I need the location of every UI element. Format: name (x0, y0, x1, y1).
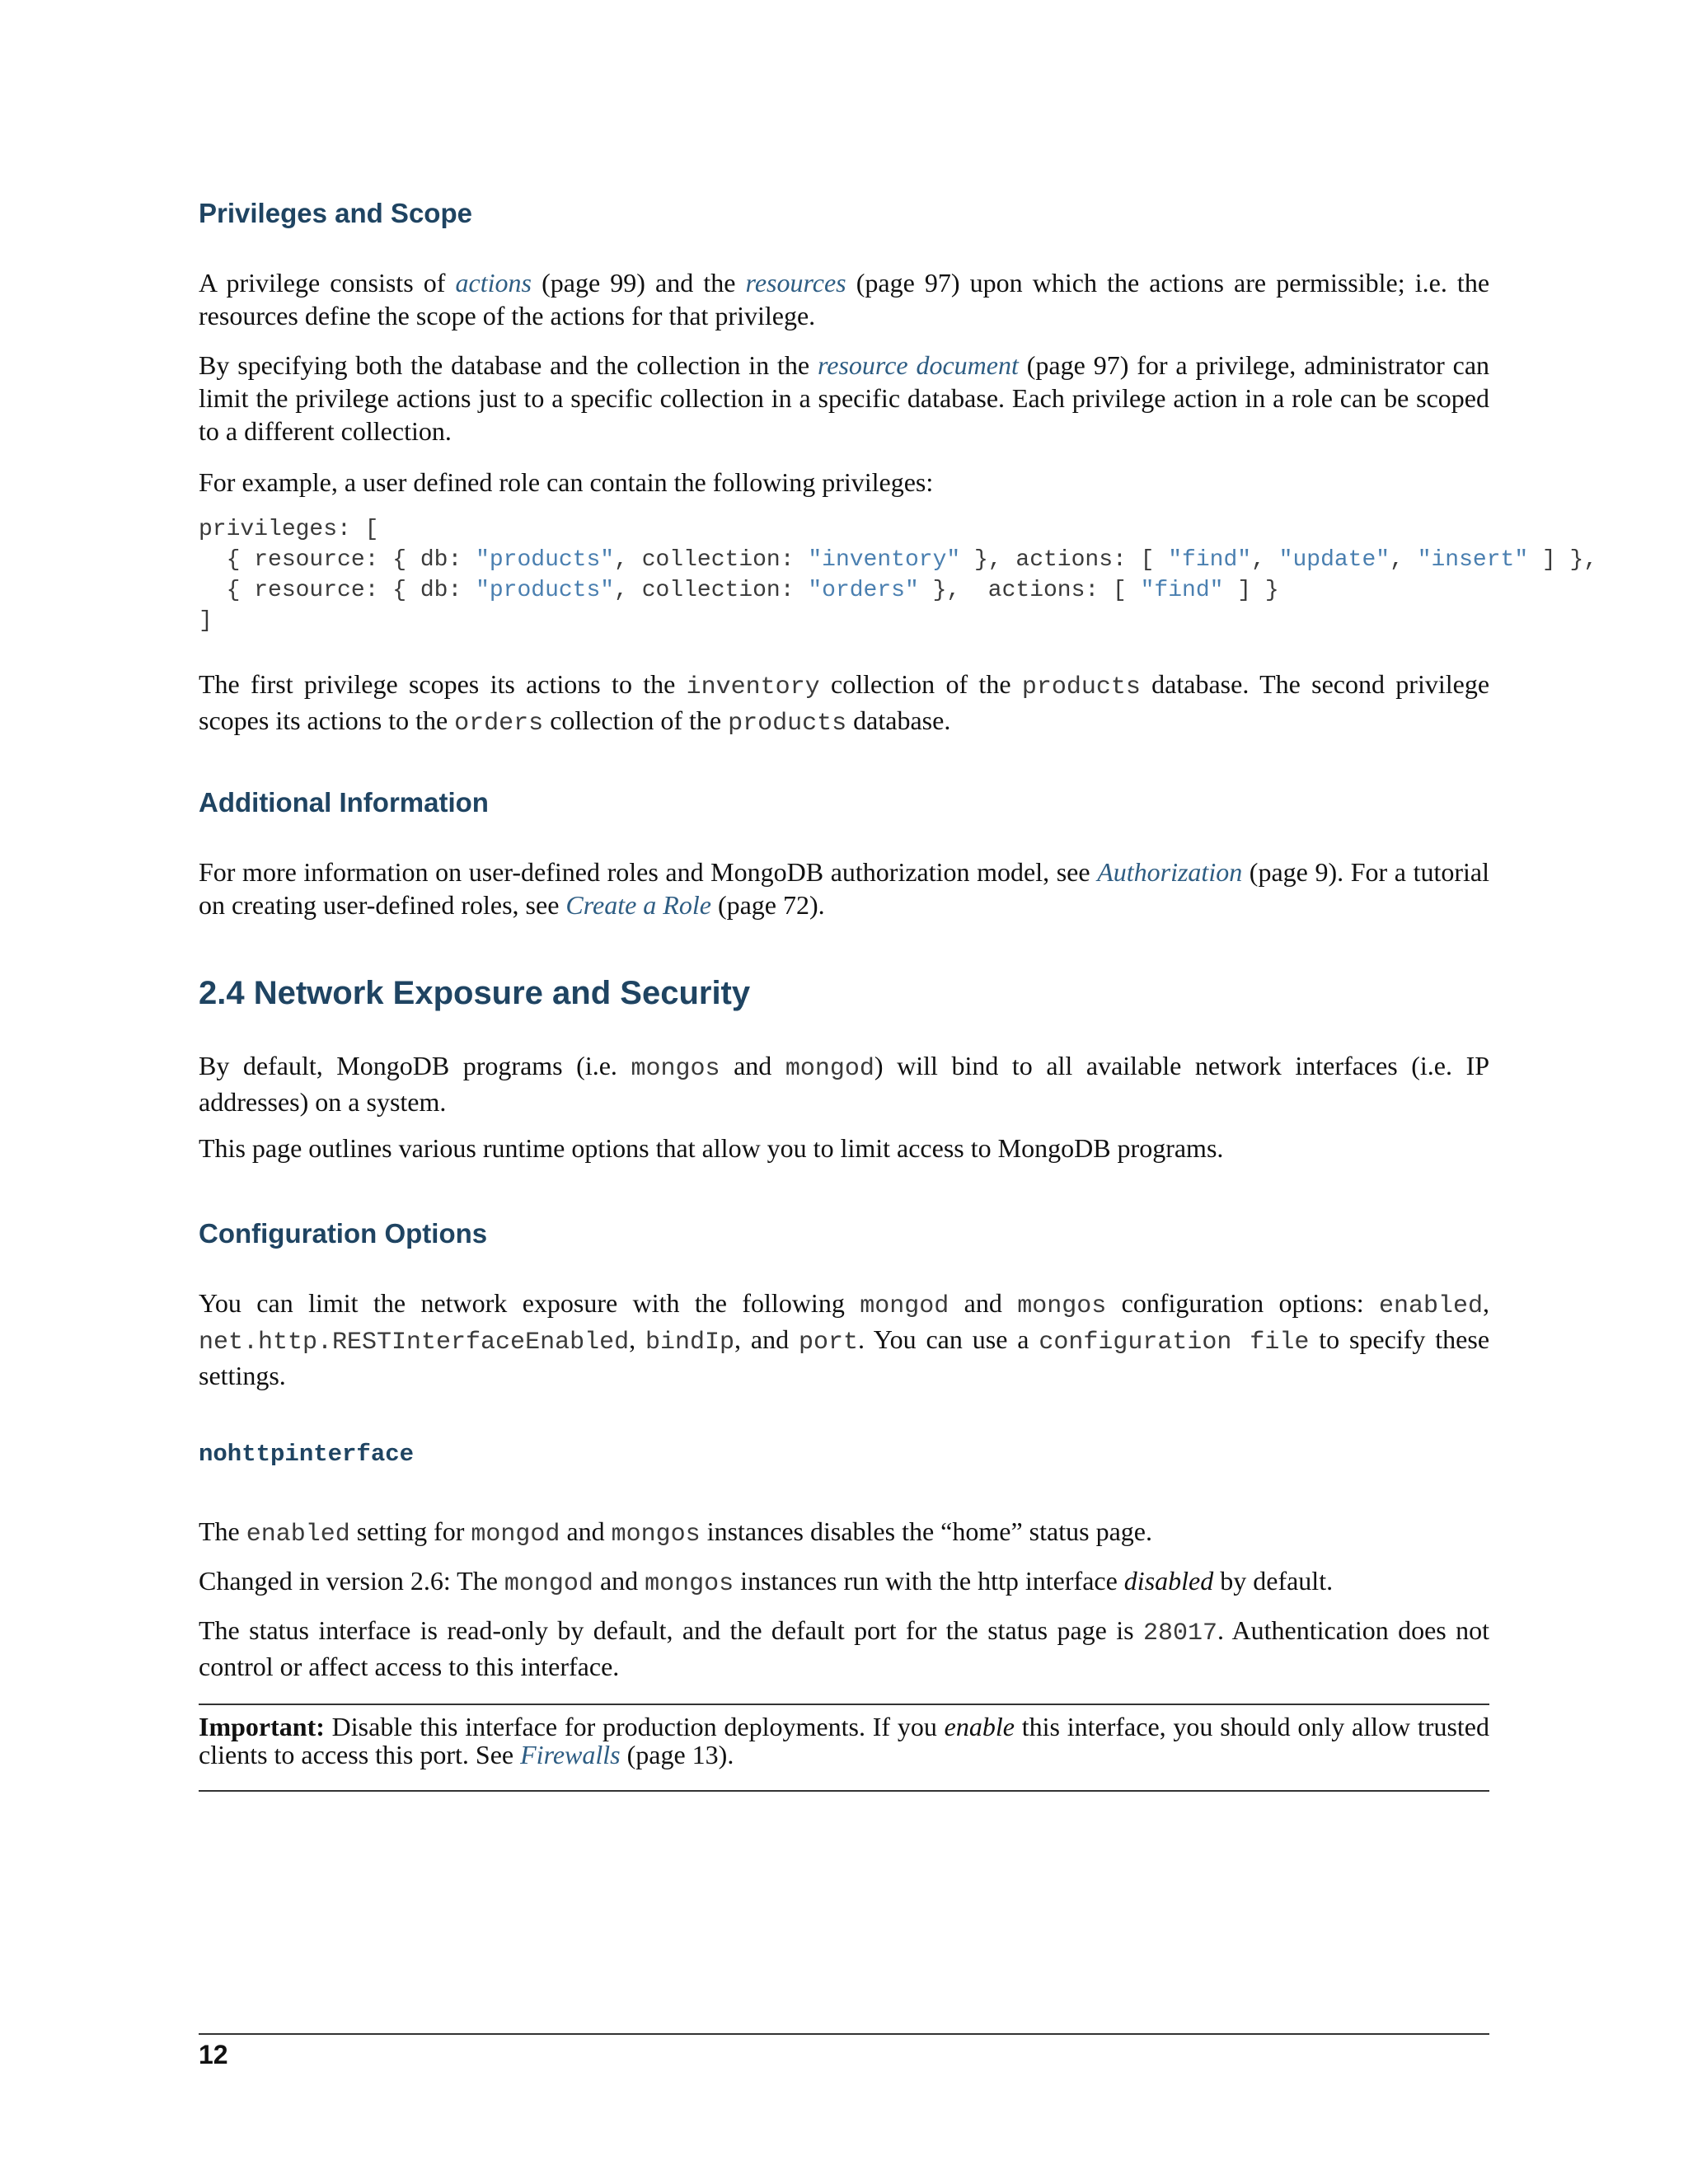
paragraph-configuration-options: You can limit the network exposure with the following mongod and mongos configuration options: enabled, net.http.RESTInterfaceEnabled, bindIp, and port. You can use a configuration file to specify these settings. (199, 1288, 1490, 1390)
heading-nohttpinterface: nohttpinterface (199, 1441, 415, 1468)
link-resources[interactable]: resources (745, 268, 846, 298)
paragraph-resource-document: By specifying both the database and the collection in the resource document (page 97) for a privilege, administrator can limit the privilege actions just to a specific collection in a specific database. Each privilege action in a role can be scoped to a different collection. (199, 350, 1490, 446)
heading-additional-information: Additional Information (199, 787, 489, 818)
paragraph-example-intro: For example, a user defined role can contain the following privileges: (199, 467, 934, 497)
heading-privileges-and-scope: Privileges and Scope (199, 198, 472, 228)
important-note-bottom-rule (199, 1790, 1489, 1792)
page-number: 12 (199, 2040, 228, 2069)
link-authorization[interactable]: Authorization (1097, 857, 1243, 887)
link-actions[interactable]: actions (455, 268, 532, 298)
paragraph-enabled-setting: The enabled setting for mongod and mongos instances disables the “home” status page. (199, 1516, 1152, 1549)
paragraph-more-information: For more information on user-defined roles and MongoDB authorization model, see Authorization (page 9). For a tutorial on creating user-defined roles, see Create a Role (page 72). (199, 857, 1490, 920)
heading-network-exposure-and-security: 2.4 Network Exposure and Security (199, 975, 751, 1011)
important-note: Important: Disable this interface for production deployments. If you enable this interface, you should only allow trusted clients to access this port. See Firewalls (page 13). (199, 1712, 1490, 1769)
important-note-top-rule (199, 1704, 1489, 1705)
link-firewalls[interactable]: Firewalls (520, 1740, 621, 1769)
paragraph-version-change: Changed in version 2.6: The mongod and mongos instances run with the http interface disabled by default. (199, 1566, 1334, 1598)
link-resource-document[interactable]: resource document (818, 350, 1019, 380)
paragraph-page-outline: This page outlines various runtime options that allow you to limit access to MongoDB programs. (199, 1133, 1224, 1163)
paragraph-privilege-scopes: The first privilege scopes its actions to the inventory collection of the products database. The second privilege scopes its actions to the orders collection of the products database. (199, 669, 1490, 738)
paragraph-status-interface: The status interface is read-only by default, and the default port for the status page is 28017. Authentication does not control or affect access to this interface. (199, 1615, 1490, 1681)
code-block-privileges: privileges: [ { resource: { db: "products", collection: "inventory" }, actions: [ "find", "update", "insert" ] }, { resource: { db: "products", collection: "orders" }, actions: [ "find" ] } ] (199, 517, 1598, 634)
footer-rule (199, 2033, 1489, 2035)
paragraph-privilege-definition: A privilege consists of actions (page 99) and the resources (page 97) upon which the actions are permissible; i.e. the resources define the scope of the actions for that privilege. (199, 268, 1490, 330)
paragraph-default-binding: By default, MongoDB programs (i.e. mongos and mongod) will bind to all available network interfaces (i.e. IP addresses) on a system. (199, 1051, 1490, 1117)
heading-configuration-options: Configuration Options (199, 1218, 488, 1249)
link-create-a-role[interactable]: Create a Role (565, 890, 711, 920)
